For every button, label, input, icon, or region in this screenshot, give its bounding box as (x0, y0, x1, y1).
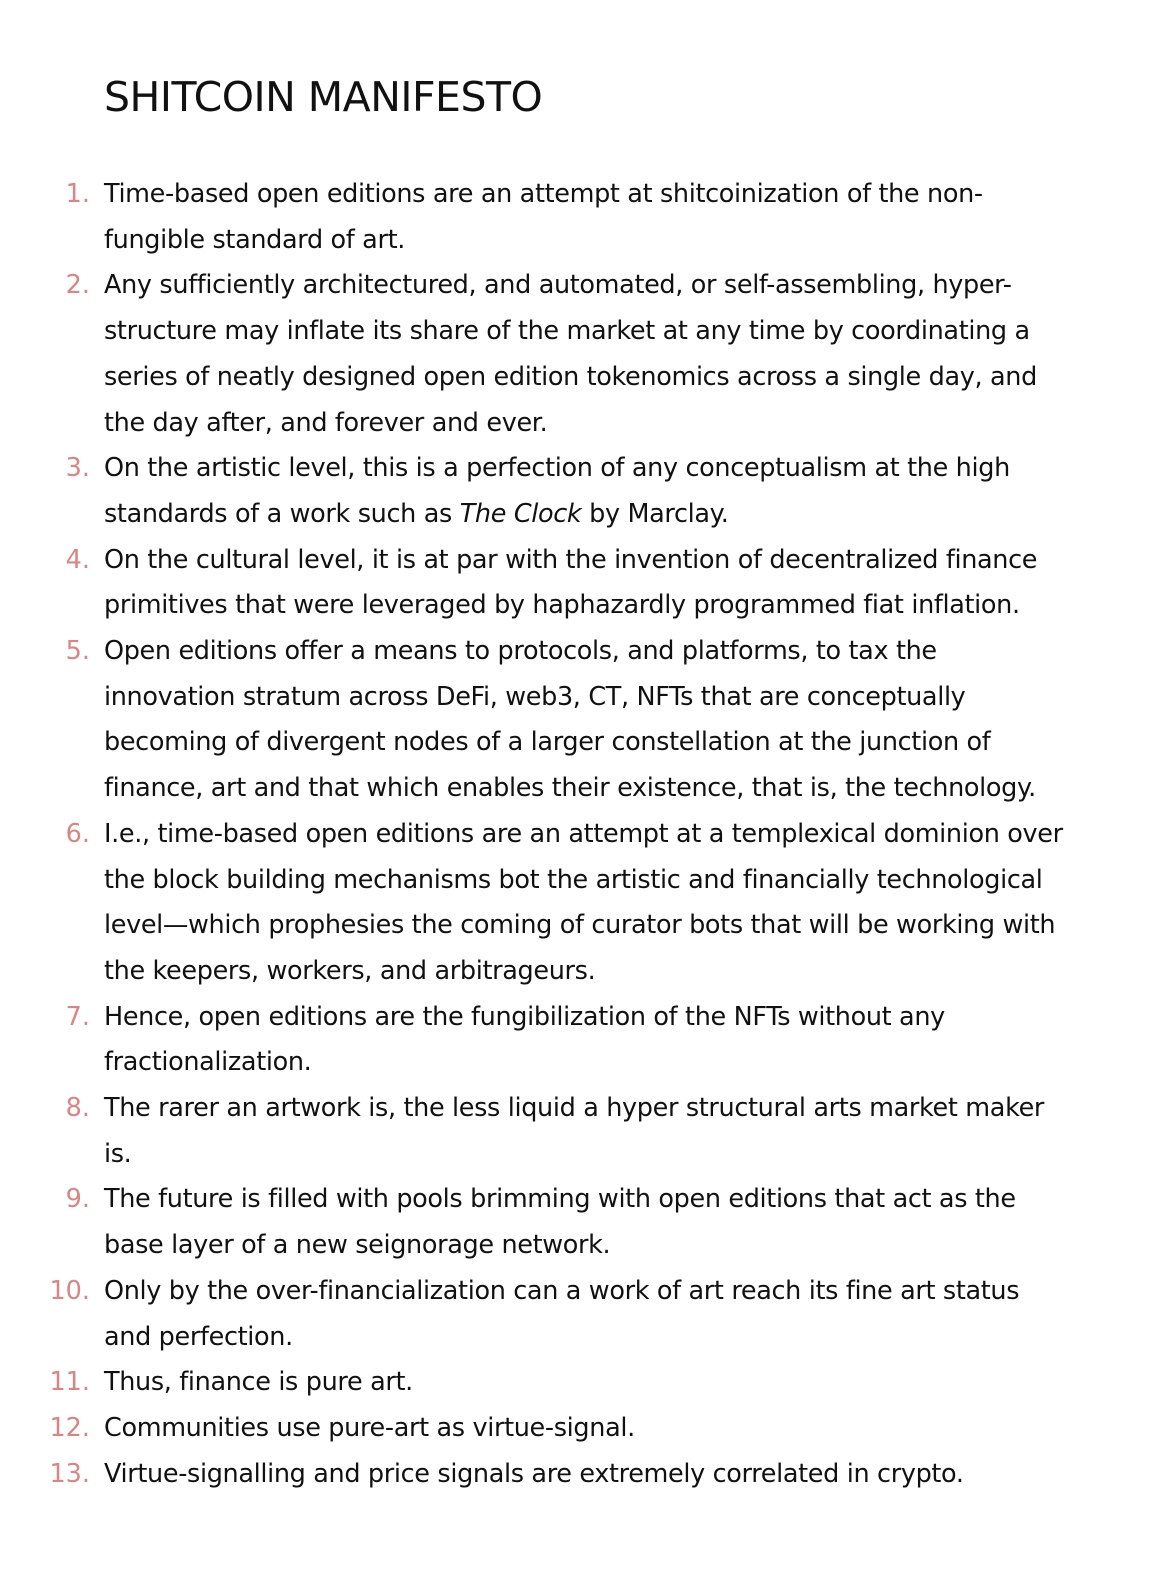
list-item-2 (0, 263, 1168, 446)
list-number: 4. (65, 544, 90, 575)
manifesto-list (0, 172, 1168, 1497)
list-number: 9. (65, 1184, 90, 1215)
list-text: Virtue-signalling and price signals are extremely correlated in crypto. (104, 1458, 964, 1489)
list-number: 3. (65, 453, 90, 484)
list-number: 6. (65, 818, 90, 849)
list-item-3 (0, 446, 1168, 537)
list-number: 7. (65, 1001, 90, 1032)
list-item-13 (0, 1452, 1168, 1498)
list-text: Communities use pure-art as virtue-signal. (104, 1412, 635, 1443)
list-item-5 (0, 629, 1168, 812)
list-item-9 (0, 1177, 1168, 1268)
list-number: 13. (49, 1458, 90, 1489)
list-number: 1. (65, 179, 90, 209)
list-item-4 (0, 538, 1168, 629)
list-number: 8. (65, 1093, 90, 1124)
artwork-title: The Clock (459, 498, 582, 529)
list-text: Open editions offer a means to protocols, and platforms, to tax the innovation stratum across DeFi, web3, CT, NFTs that are conceptually becoming of divergent nodes of a larger constellation at the junction of finance, art and that which enables their existence, that is, the technology. (104, 636, 1036, 804)
list-number: 10. (49, 1275, 90, 1306)
list-item-12 (0, 1406, 1168, 1452)
list-text: Hence, open editions are the fungibilization of the NFTs without any fractionalization. (104, 1001, 945, 1078)
list-text: On the cultural level, it is at par with the invention of decentralized finance primitives that were leveraged by haphazardly programmed fiat inflation. (104, 544, 1038, 621)
list-text: I.e., time-based open editions are an attempt at a templexical dominion over the block building mechanisms bot the artistic and financially technological level—which prophesies the coming of curator bots that will be working with the keepers, workers, and arbitrageurs. (104, 818, 1063, 986)
list-text: The rarer an artwork is, the less liquid a hyper structural arts market maker is. (104, 1093, 1045, 1169)
list-number: 2. (65, 270, 90, 301)
list-item-8 (0, 1086, 1168, 1177)
list-number: 12. (49, 1412, 90, 1443)
list-text-after: by Marclay. (581, 498, 729, 529)
list-number: 11. (49, 1367, 90, 1398)
list-text: Any sufficiently architectured, and automated, or self-assembling, hyper-structure may inflate its share of the market at any time by coordinating a series of neatly designed open edition tokenomics across a single day, and the day after, and forever and ever. (104, 270, 1037, 438)
list-text: Only by the over-financialization can a work of art reach its fine art status and perfection. (104, 1275, 1020, 1352)
list-text (104, 446, 1064, 537)
list-item-11 (0, 1360, 1168, 1406)
list-number: 5. (65, 636, 90, 667)
list-item-10 (0, 1269, 1168, 1360)
list-text-before: On the artistic level, this is a perfection of any conceptualism at the high standards of a work such as (104, 453, 1010, 529)
list-item-7 (0, 995, 1168, 1086)
list-item-6 (0, 812, 1168, 995)
list-item-1 (0, 172, 1168, 263)
list-text: Thus, finance is pure art. (104, 1367, 413, 1398)
list-text: Time-based open editions are an attempt at shitcoinization of the non-fungible standard of art. (104, 179, 983, 255)
list-text: The future is filled with pools brimming with open editions that act as the base layer of a new seignorage network. (104, 1184, 1016, 1261)
page-title: SHITCOIN MANIFESTO (104, 73, 543, 121)
